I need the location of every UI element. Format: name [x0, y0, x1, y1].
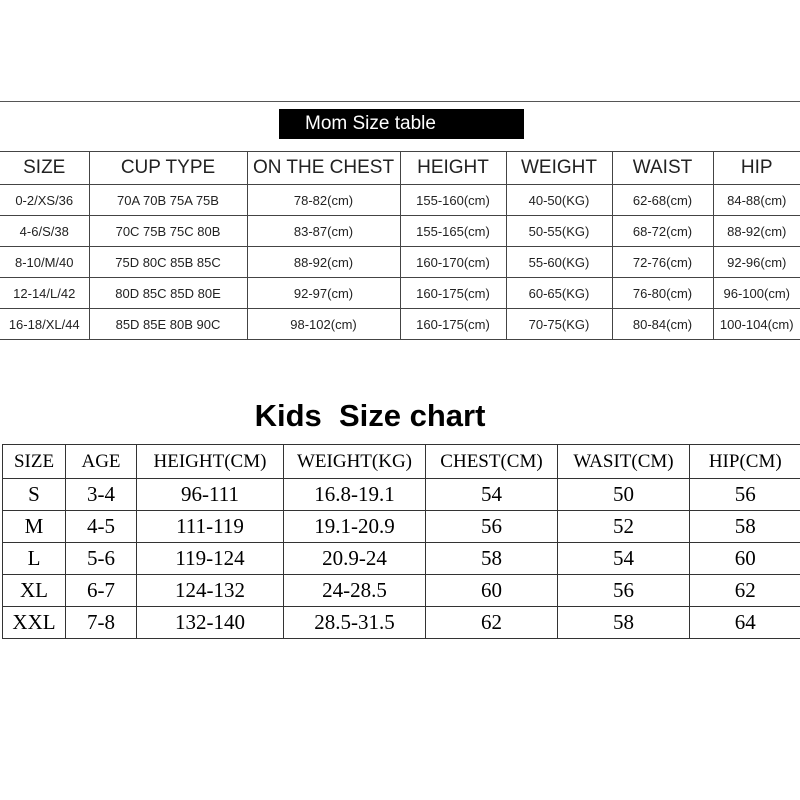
- kids-cell: 96-111: [137, 479, 284, 511]
- mom-table-title: Mom Size table: [279, 109, 524, 139]
- kids-header-cell: CHEST(CM): [426, 445, 558, 479]
- kids-cell: 64: [690, 607, 800, 639]
- kids-cell: 19.1-20.9: [284, 511, 426, 543]
- kids-cell: 28.5-31.5: [284, 607, 426, 639]
- kids-cell: 56: [690, 479, 800, 511]
- kids-cell: 124-132: [137, 575, 284, 607]
- kids-header-cell: HIP(CM): [690, 445, 800, 479]
- mom-cell: 16-18/XL/44: [0, 309, 89, 340]
- mom-cell: 0-2/XS/36: [0, 185, 89, 216]
- mom-cell: 72-76(cm): [612, 247, 713, 278]
- mom-table-top-rule: [0, 101, 800, 102]
- kids-cell: S: [3, 479, 66, 511]
- kids-cell: 111-119: [137, 511, 284, 543]
- kids-cell: 58: [426, 543, 558, 575]
- mom-cell: 8-10/M/40: [0, 247, 89, 278]
- mom-cell: 50-55(KG): [506, 216, 612, 247]
- mom-header-cell: HEIGHT: [400, 152, 506, 185]
- kids-header-cell: WEIGHT(KG): [284, 445, 426, 479]
- kids-cell: XL: [3, 575, 66, 607]
- mom-cell: 12-14/L/42: [0, 278, 89, 309]
- mom-cell: 84-88(cm): [713, 185, 800, 216]
- kids-cell: 6-7: [66, 575, 137, 607]
- mom-cell: 70A 70B 75A 75B: [89, 185, 247, 216]
- mom-cell: 100-104(cm): [713, 309, 800, 340]
- mom-cell: 88-92(cm): [713, 216, 800, 247]
- kids-cell: 60: [690, 543, 800, 575]
- kids-cell: 58: [558, 607, 690, 639]
- table-row: [0, 309, 800, 340]
- mom-cell: 62-68(cm): [612, 185, 713, 216]
- mom-cell: 70C 75B 75C 80B: [89, 216, 247, 247]
- table-row: [3, 543, 800, 575]
- mom-cell: 4-6/S/38: [0, 216, 89, 247]
- kids-cell: 56: [426, 511, 558, 543]
- kids-cell: 50: [558, 479, 690, 511]
- kids-cell: 20.9-24: [284, 543, 426, 575]
- mom-cell: 155-160(cm): [400, 185, 506, 216]
- table-row: [3, 479, 800, 511]
- kids-header-row: [3, 445, 800, 479]
- kids-chart-title: Kids Size chart: [254, 398, 486, 433]
- mom-header-cell: CUP TYPE: [89, 152, 247, 185]
- mom-header-cell: WEIGHT: [506, 152, 612, 185]
- mom-cell: 98-102(cm): [247, 309, 400, 340]
- table-row: [3, 575, 800, 607]
- kids-cell: 60: [426, 575, 558, 607]
- kids-cell: 16.8-19.1: [284, 479, 426, 511]
- kids-header-cell: SIZE: [3, 445, 66, 479]
- mom-cell: 40-50(KG): [506, 185, 612, 216]
- kids-header-cell: WASIT(CM): [558, 445, 690, 479]
- kids-cell: 54: [558, 543, 690, 575]
- kids-cell: L: [3, 543, 66, 575]
- mom-cell: 80-84(cm): [612, 309, 713, 340]
- kids-cell: 3-4: [66, 479, 137, 511]
- kids-cell: 58: [690, 511, 800, 543]
- kids-cell: 62: [426, 607, 558, 639]
- kids-header-cell: HEIGHT(CM): [137, 445, 284, 479]
- kids-cell: 24-28.5: [284, 575, 426, 607]
- kids-cell: 56: [558, 575, 690, 607]
- kids-cell: 5-6: [66, 543, 137, 575]
- kids-size-table: [2, 444, 800, 639]
- kids-cell: 52: [558, 511, 690, 543]
- mom-cell: 92-96(cm): [713, 247, 800, 278]
- mom-header-cell: HIP: [713, 152, 800, 185]
- table-row: [0, 185, 800, 216]
- table-row: [3, 511, 800, 543]
- mom-cell: 76-80(cm): [612, 278, 713, 309]
- mom-cell: 96-100(cm): [713, 278, 800, 309]
- kids-header-cell: AGE: [66, 445, 137, 479]
- table-row: [0, 216, 800, 247]
- kids-cell: 54: [426, 479, 558, 511]
- mom-cell: 88-92(cm): [247, 247, 400, 278]
- mom-cell: 92-97(cm): [247, 278, 400, 309]
- mom-cell: 70-75(KG): [506, 309, 612, 340]
- table-row: [0, 247, 800, 278]
- mom-header-cell: SIZE: [0, 152, 89, 185]
- kids-cell: 132-140: [137, 607, 284, 639]
- mom-cell: 83-87(cm): [247, 216, 400, 247]
- mom-header-cell: WAIST: [612, 152, 713, 185]
- kids-cell: XXL: [3, 607, 66, 639]
- mom-size-table: [0, 151, 800, 340]
- mom-cell: 160-175(cm): [400, 278, 506, 309]
- mom-cell: 85D 85E 80B 90C: [89, 309, 247, 340]
- mom-cell: 155-165(cm): [400, 216, 506, 247]
- table-row: [0, 278, 800, 309]
- mom-cell: 55-60(KG): [506, 247, 612, 278]
- mom-cell: 160-170(cm): [400, 247, 506, 278]
- mom-cell: 78-82(cm): [247, 185, 400, 216]
- kids-cell: 7-8: [66, 607, 137, 639]
- mom-header-cell: ON THE CHEST: [247, 152, 400, 185]
- kids-cell: 4-5: [66, 511, 137, 543]
- kids-cell: M: [3, 511, 66, 543]
- mom-cell: 160-175(cm): [400, 309, 506, 340]
- mom-cell: 68-72(cm): [612, 216, 713, 247]
- kids-cell: 119-124: [137, 543, 284, 575]
- mom-header-row: [0, 152, 800, 185]
- table-row: [3, 607, 800, 639]
- mom-cell: 80D 85C 85D 80E: [89, 278, 247, 309]
- mom-cell: 75D 80C 85B 85C: [89, 247, 247, 278]
- kids-cell: 62: [690, 575, 800, 607]
- mom-cell: 60-65(KG): [506, 278, 612, 309]
